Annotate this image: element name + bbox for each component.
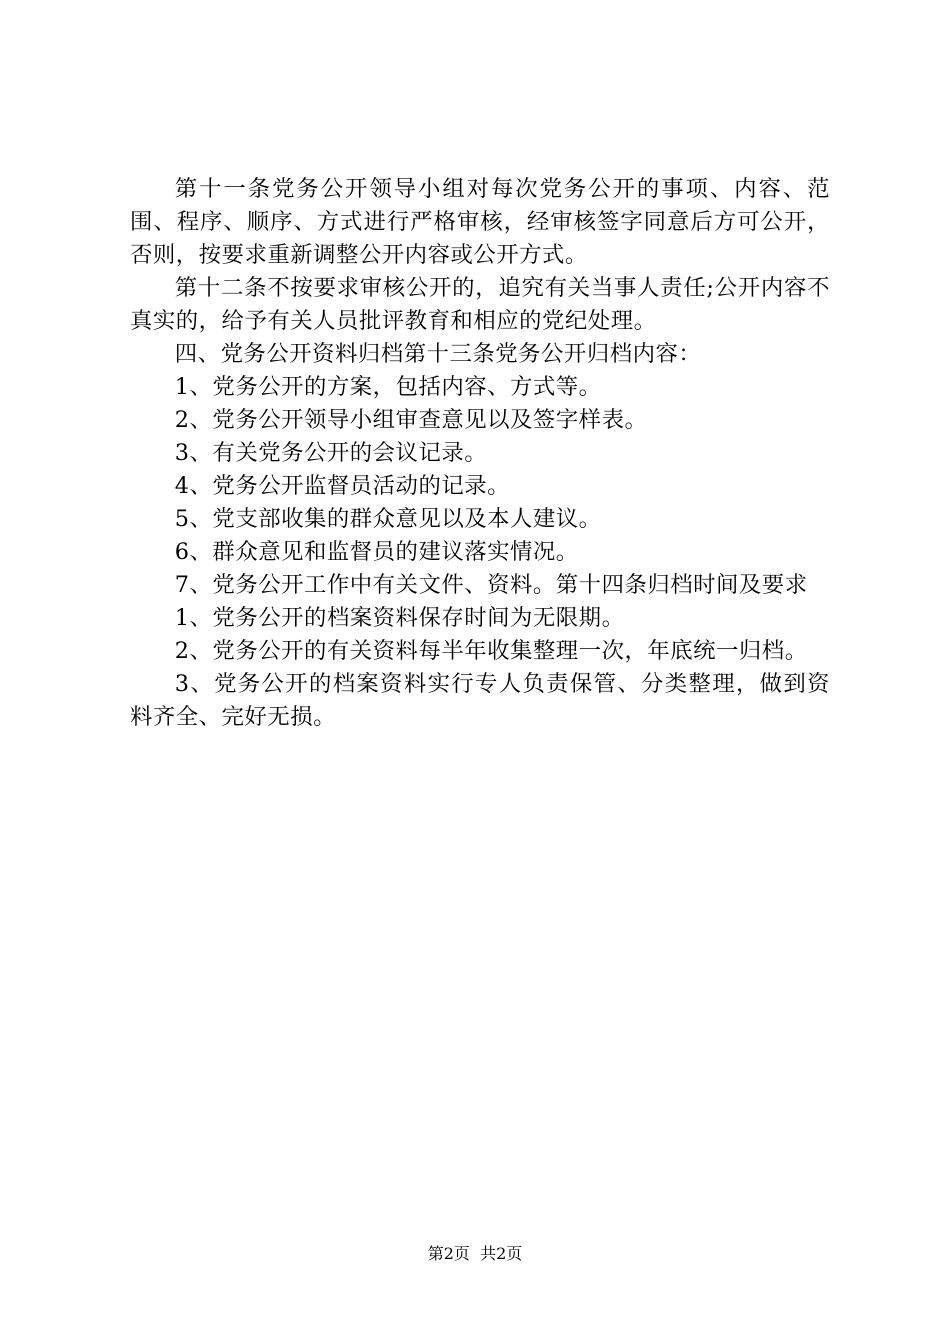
- list-item: 3、党务公开的档案资料实行专人负责保管、分类整理，做到资料齐全、完好无损。: [130, 671, 830, 730]
- article-12-paragraph: 第十二条不按要求审核公开的，追究有关当事人责任;公开内容不真实的，给予有关人员批评教育和相应的党纪处理。: [130, 275, 830, 334]
- list-item: 5、党支部收集的群众意见以及本人建议。: [174, 506, 602, 532]
- list-item: 2、党务公开领导小组审查意见以及签字样表。: [174, 407, 648, 433]
- list-item: 3、有关党务公开的会议记录。: [174, 440, 488, 466]
- page-number: 第2页: [427, 1244, 470, 1263]
- list-item: 4、党务公开监督员活动的记录。: [174, 473, 511, 499]
- list-item: 7、党务公开工作中有关文件、资料。第十四条归档时间及要求: [174, 572, 808, 598]
- list-item: 1、党务公开的方案，包括内容、方式等。: [174, 374, 602, 400]
- section-4-heading: 四、党务公开资料归档第十三条党务公开归档内容：: [174, 341, 702, 367]
- list-item: 1、党务公开的档案资料保存时间为无限期。: [174, 605, 625, 631]
- article-11-paragraph: 第十一条党务公开领导小组对每次党务公开的事项、内容、范围、程序、顺序、方式进行严格审核，经审核签字同意后方可公开，否则，按要求重新调整公开内容或公开方式。: [130, 176, 830, 268]
- page-total: 共2页: [480, 1244, 523, 1263]
- document-body: [130, 173, 830, 734]
- list-item: 2、党务公开的有关资料每半年收集整理一次，年底统一归档。: [174, 638, 808, 664]
- list-item: 6、群众意见和监督员的建议落实情况。: [174, 539, 579, 565]
- page-footer: [0, 1243, 950, 1265]
